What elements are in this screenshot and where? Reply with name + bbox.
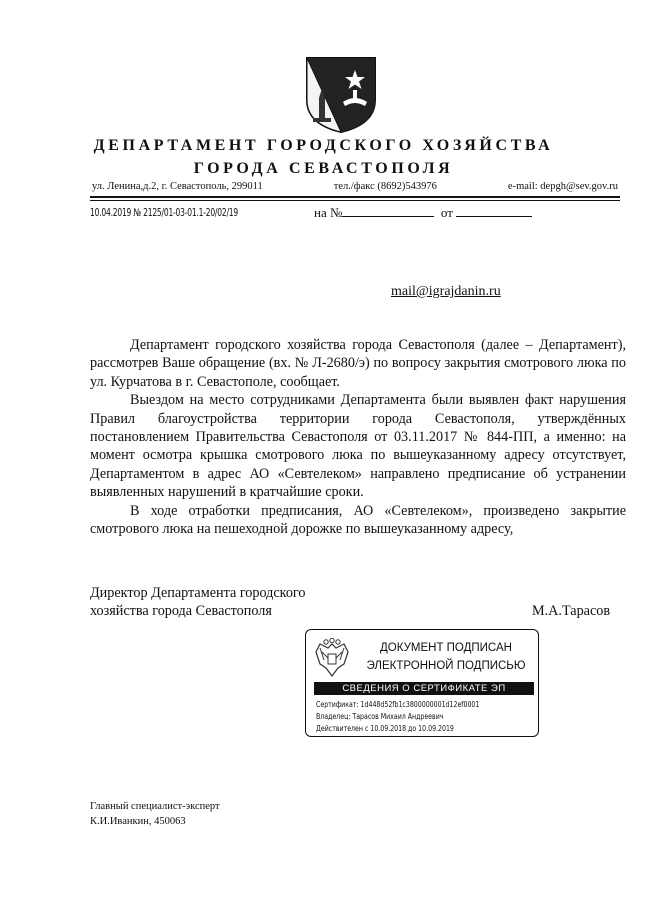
letter-body	[90, 336, 626, 538]
ot-blank	[456, 216, 532, 217]
executor-info	[90, 799, 220, 829]
stamp-certificate-bar: СВЕДЕНИЯ О СЕРТИФИКАТЕ ЭП	[314, 682, 534, 695]
executor-position: Главный специалист-эксперт	[90, 801, 220, 812]
stamp-owner: Владелец: Тарасов Михаил Андреевич	[316, 712, 444, 721]
contact-info	[92, 181, 618, 192]
department-name-line2: ГОРОДА СЕВАСТОПОЛЯ	[193, 160, 454, 177]
letterhead-thin-rule	[90, 200, 620, 201]
body-paragraph: Выездом на место сотрудниками Департамента были выявлен факт нарушения Правил благоустройства территории города Севастополя, утверждённых постановлением Правительства Севастополя от 03.11.2017 № 844-ПП, а именно: на момент осмотра крышка смотрового люка по вышеуказанному адресу отсутствует, Департаментом в адрес АО «Севтелеком» направлено предписание об устранении выявленных нарушений в кратчайшие сроки.	[90, 392, 626, 501]
sevastopol-coat-of-arms-icon	[303, 54, 379, 134]
executor-name-phone: К.И.Иванкин, 450063	[90, 816, 186, 827]
recipient-email[interactable]: mail@igrajdanin.ru	[391, 284, 501, 299]
reference-line	[314, 205, 532, 221]
stamp-title-line1: ДОКУМЕНТ ПОДПИСАН	[380, 642, 512, 654]
na-label: на №	[314, 205, 343, 220]
registration-number: 10.04.2019 № 2125/01-03-01.1-20/02/19	[90, 207, 238, 219]
stamp-validity: Действителен с 10.09.2018 до 10.09.2019	[316, 724, 454, 733]
signatory-title	[90, 584, 306, 621]
russia-coat-of-arms-icon	[314, 638, 350, 680]
body-paragraph: Департамент городского хозяйства города Севастополя (далее – Департамент), рассмотрев Ваше обращение (вх. № Л-2680/э) по вопросу закрытия смотрового люка по ул. Курчатова в г. Севастополе, сообщает.	[90, 337, 626, 390]
signatory-title-line1: Директор Департамента городского	[90, 585, 306, 601]
na-blank	[342, 216, 434, 217]
body-paragraph: В ходе отработки предписания, АО «Севтелеком», произведено закрытие смотрового люка на пешеходной дорожке по вышеуказанному адресу,	[90, 502, 626, 538]
stamp-certificate: Сертификат: 1d448d52fb1c3800000001d12ef0001	[316, 700, 480, 709]
address-text: ул. Ленина,д.2, г. Севастополь, 299011	[92, 181, 263, 192]
e-signature-stamp	[305, 629, 539, 737]
ot-label: от	[440, 205, 453, 220]
department-name-line1: ДЕПАРТАМЕНТ ГОРОДСКОГО ХОЗЯЙСТВА	[93, 137, 554, 154]
stamp-title-line2: ЭЛЕКТРОННОЙ ПОДПИСЬЮ	[366, 660, 526, 672]
letterhead-thick-rule	[90, 196, 620, 198]
email-text: e-mail: depgh@sev.gov.ru	[507, 181, 618, 192]
signatory-name: М.А.Тарасов	[532, 603, 611, 619]
phone-text: тел./факс (8692)543976	[333, 181, 437, 192]
signatory-title-line2: хозяйства города Севастополя	[90, 603, 272, 620]
